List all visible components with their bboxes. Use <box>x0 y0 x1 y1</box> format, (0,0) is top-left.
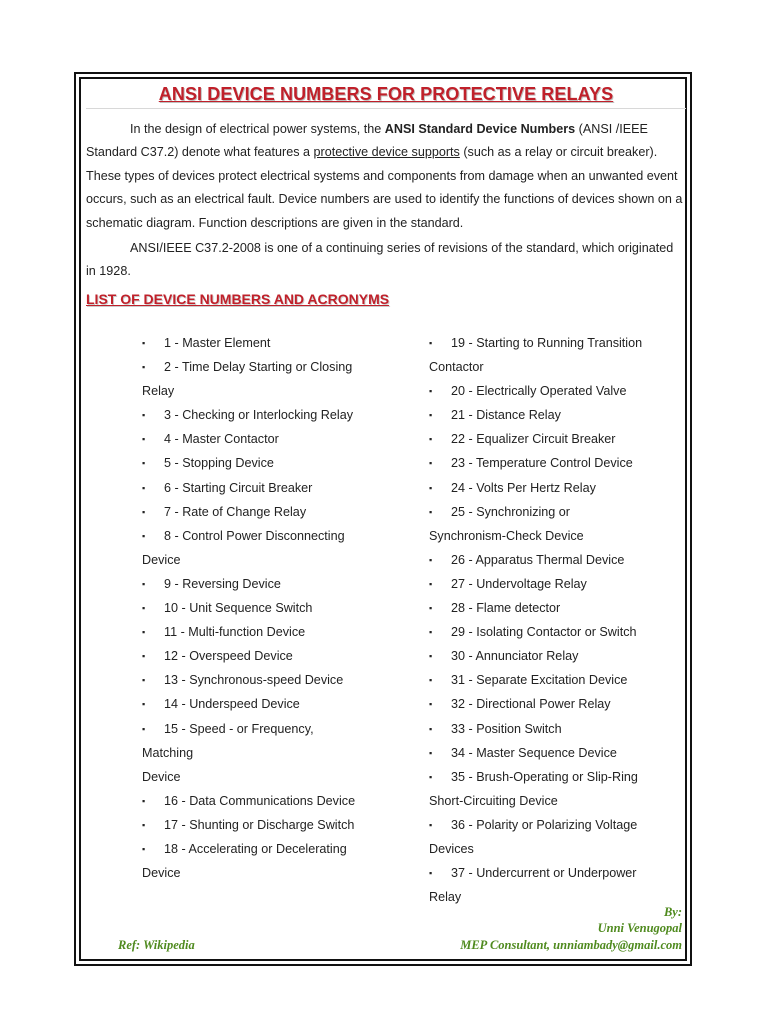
device-item-text: 7 - Rate of Change Relay <box>164 504 307 519</box>
bullet-icon: ▪ <box>429 699 433 710</box>
device-list-item <box>429 572 684 596</box>
title-divider <box>86 108 686 109</box>
device-list-item <box>429 331 684 355</box>
device-item-text: 2 - Time Delay Starting or Closing <box>164 360 353 375</box>
intro-paragraph <box>86 118 686 235</box>
bullet-icon: ▪ <box>429 747 433 758</box>
device-list-item <box>142 427 402 451</box>
device-item-text: 5 - Stopping Device <box>164 456 274 471</box>
device-item-text: 29 - Isolating Contactor or Switch <box>451 625 637 640</box>
device-item-text: Synchronism-Check Device <box>429 528 584 543</box>
device-item-text: 30 - Annunciator Relay <box>451 649 579 664</box>
bullet-icon: ▪ <box>142 795 146 806</box>
device-list-item <box>142 644 402 668</box>
bullet-icon: ▪ <box>142 434 146 445</box>
intro-text-e: (such as a relay or circuit breaker). These types of devices protect electrical systems and components from damage when an unwanted event occurs, such as an electrical fault. Device numbers are used to identify the functions of devices shown on a schematic diagram. Function descriptions are given in the standard. <box>86 145 683 230</box>
bullet-icon: ▪ <box>142 651 146 662</box>
page-title: ANSI DEVICE NUMBERS FOR PROTECTIVE RELAYS <box>158 84 614 104</box>
device-list-item <box>142 861 402 885</box>
device-item-text: 16 - Data Communications Device <box>164 793 356 808</box>
history-text: ANSI/IEEE C37.2-2008 is one of a continuing series of revisions of the standard, which originated in 1928. <box>86 241 674 279</box>
device-item-text: Short-Circuiting Device <box>429 793 558 808</box>
device-list-left <box>142 331 402 885</box>
device-item-text: Contactor <box>429 360 484 375</box>
device-list-item <box>429 885 684 909</box>
device-item-text: 35 - Brush-Operating or Slip-Ring <box>451 769 638 784</box>
device-list-item <box>429 524 684 548</box>
device-list-item <box>142 741 402 765</box>
device-item-text: 24 - Volts Per Hertz Relay <box>451 480 596 495</box>
device-list-item <box>429 765 684 789</box>
device-item-text: 10 - Unit Sequence Switch <box>164 601 313 616</box>
bullet-icon: ▪ <box>142 410 146 421</box>
device-list-item <box>142 596 402 620</box>
device-list-item <box>142 717 402 741</box>
bullet-icon: ▪ <box>142 506 146 517</box>
device-list-item <box>142 692 402 716</box>
device-item-text: 28 - Flame detector <box>451 601 561 616</box>
device-item-text: Device <box>142 866 181 881</box>
bullet-icon: ▪ <box>429 771 433 782</box>
device-item-text: 26 - Apparatus Thermal Device <box>451 552 625 567</box>
device-item-text: 22 - Equalizer Circuit Breaker <box>451 432 616 447</box>
bullet-icon: ▪ <box>429 338 433 348</box>
device-item-text: 6 - Starting Circuit Breaker <box>164 480 313 495</box>
device-item-text: 36 - Polarity or Polarizing Voltage <box>451 817 638 832</box>
device-list-item <box>142 765 402 789</box>
intro-text-c: (ANSI /IEEE Standard C37.2) denote what features a <box>86 122 648 160</box>
bullet-icon: ▪ <box>429 506 433 517</box>
bullet-icon: ▪ <box>429 651 433 662</box>
section-heading: LIST OF DEVICE NUMBERS AND ACRONYMS <box>86 291 390 307</box>
device-item-text: Devices <box>429 841 474 856</box>
device-item-text: 14 - Underspeed Device <box>164 697 300 712</box>
device-list-item <box>429 403 684 427</box>
device-list-item <box>429 355 684 379</box>
device-list-item <box>429 717 684 741</box>
device-list-item <box>429 596 684 620</box>
bullet-icon: ▪ <box>429 482 433 493</box>
bullet-icon: ▪ <box>429 868 433 879</box>
bullet-icon: ▪ <box>429 410 433 421</box>
device-item-text: 11 - Multi-function Device <box>164 625 306 640</box>
device-item-text: 37 - Undercurrent or Underpower <box>451 866 637 881</box>
bullet-icon: ▪ <box>429 675 433 686</box>
bullet-icon: ▪ <box>429 603 433 614</box>
device-item-text: 15 - Speed - or Frequency, <box>164 721 314 736</box>
device-item-text: Relay <box>142 384 175 399</box>
device-list-item <box>429 837 684 861</box>
device-list-item <box>429 379 684 403</box>
device-list-item <box>142 355 402 379</box>
device-list-item <box>142 548 402 572</box>
device-list-item <box>142 789 402 813</box>
device-list-item <box>429 620 684 644</box>
bullet-icon: ▪ <box>429 627 433 638</box>
device-item-text: 21 - Distance Relay <box>451 408 561 423</box>
device-item-text: 20 - Electrically Operated Valve <box>451 384 627 399</box>
bullet-icon: ▪ <box>142 699 146 710</box>
device-list-item <box>142 813 402 837</box>
bullet-icon: ▪ <box>142 843 146 854</box>
bullet-icon: ▪ <box>429 554 433 565</box>
bullet-icon: ▪ <box>429 723 433 734</box>
device-list-item <box>429 741 684 765</box>
device-item-text: 3 - Checking or Interlocking Relay <box>164 408 353 423</box>
device-list-item <box>429 644 684 668</box>
device-item-text: 31 - Separate Excitation Device <box>451 673 628 688</box>
bullet-icon: ▪ <box>142 578 146 589</box>
device-item-text: 33 - Position Switch <box>451 721 562 736</box>
device-list-item <box>142 620 402 644</box>
device-list-item <box>142 524 402 548</box>
intro-text-a: In the design of electrical power systems, the <box>130 122 385 136</box>
device-list-item <box>429 692 684 716</box>
author-role-email: MEP Consultant, unniambady@gmail.com <box>460 938 682 952</box>
device-item-text: 17 - Shunting or Discharge Switch <box>164 817 355 832</box>
bullet-icon: ▪ <box>429 434 433 445</box>
device-list-item <box>429 813 684 837</box>
bullet-icon: ▪ <box>142 819 146 830</box>
bullet-icon: ▪ <box>142 482 146 493</box>
bullet-icon: ▪ <box>142 627 146 638</box>
device-item-text: Device <box>142 769 181 784</box>
device-item-text: 23 - Temperature Control Device <box>451 456 633 471</box>
device-item-text: 27 - Undervoltage Relay <box>451 576 587 591</box>
device-list-item <box>429 500 684 524</box>
device-item-text: Relay <box>429 890 462 905</box>
device-item-text: 18 - Accelerating or Decelerating <box>164 841 347 856</box>
device-item-text: 8 - Control Power Disconnecting <box>164 528 345 543</box>
device-list-item <box>142 837 402 861</box>
bullet-icon: ▪ <box>142 362 146 373</box>
intro-text-ansi-bold: ANSI Standard Device Numbers <box>384 122 576 136</box>
byline-label: By: <box>663 905 682 919</box>
bullet-icon: ▪ <box>429 458 433 469</box>
bullet-icon: ▪ <box>142 675 146 686</box>
bullet-icon: ▪ <box>429 578 433 589</box>
reference-source: Ref: Wikipedia <box>118 938 195 952</box>
bullet-icon: ▪ <box>429 386 433 397</box>
bullet-icon: ▪ <box>142 723 146 734</box>
device-list-item <box>142 500 402 524</box>
device-item-text: 9 - Reversing Device <box>164 576 281 591</box>
device-item-text: 34 - Master Sequence Device <box>451 745 617 760</box>
bullet-icon: ▪ <box>142 603 146 614</box>
device-list-item <box>142 331 402 355</box>
author-name: Unni Venugopal <box>597 921 682 935</box>
device-item-text: 13 - Synchronous-speed Device <box>164 673 344 688</box>
bullet-icon: ▪ <box>142 530 146 541</box>
device-item-text: 32 - Directional Power Relay <box>451 697 611 712</box>
device-list-item <box>429 476 684 500</box>
bullet-icon: ▪ <box>429 819 433 830</box>
bullet-icon: ▪ <box>142 458 146 469</box>
history-paragraph <box>86 237 686 284</box>
device-list-item <box>429 861 684 885</box>
device-list-item <box>142 403 402 427</box>
device-item-text: 19 - Starting to Running Transition <box>451 336 643 350</box>
device-list-right <box>429 331 684 909</box>
device-item-text: 1 - Master Element <box>164 336 271 350</box>
device-item-text: 12 - Overspeed Device <box>164 649 293 664</box>
device-item-text: Matching <box>142 745 194 760</box>
device-list-item <box>429 548 684 572</box>
device-list-item <box>142 451 402 475</box>
device-item-text: 25 - Synchronizing or <box>451 504 571 519</box>
device-item-text: 4 - Master Contactor <box>164 432 279 447</box>
device-list-item <box>429 668 684 692</box>
device-list-item <box>429 451 684 475</box>
protective-device-link[interactable]: protective device supports <box>313 145 460 160</box>
device-list-item <box>429 427 684 451</box>
device-list-item <box>142 668 402 692</box>
bullet-icon: ▪ <box>142 338 146 348</box>
device-list-item <box>429 789 684 813</box>
device-list-item <box>142 476 402 500</box>
device-list-item <box>142 379 402 403</box>
device-item-text: Device <box>142 552 181 567</box>
device-list-item <box>142 572 402 596</box>
